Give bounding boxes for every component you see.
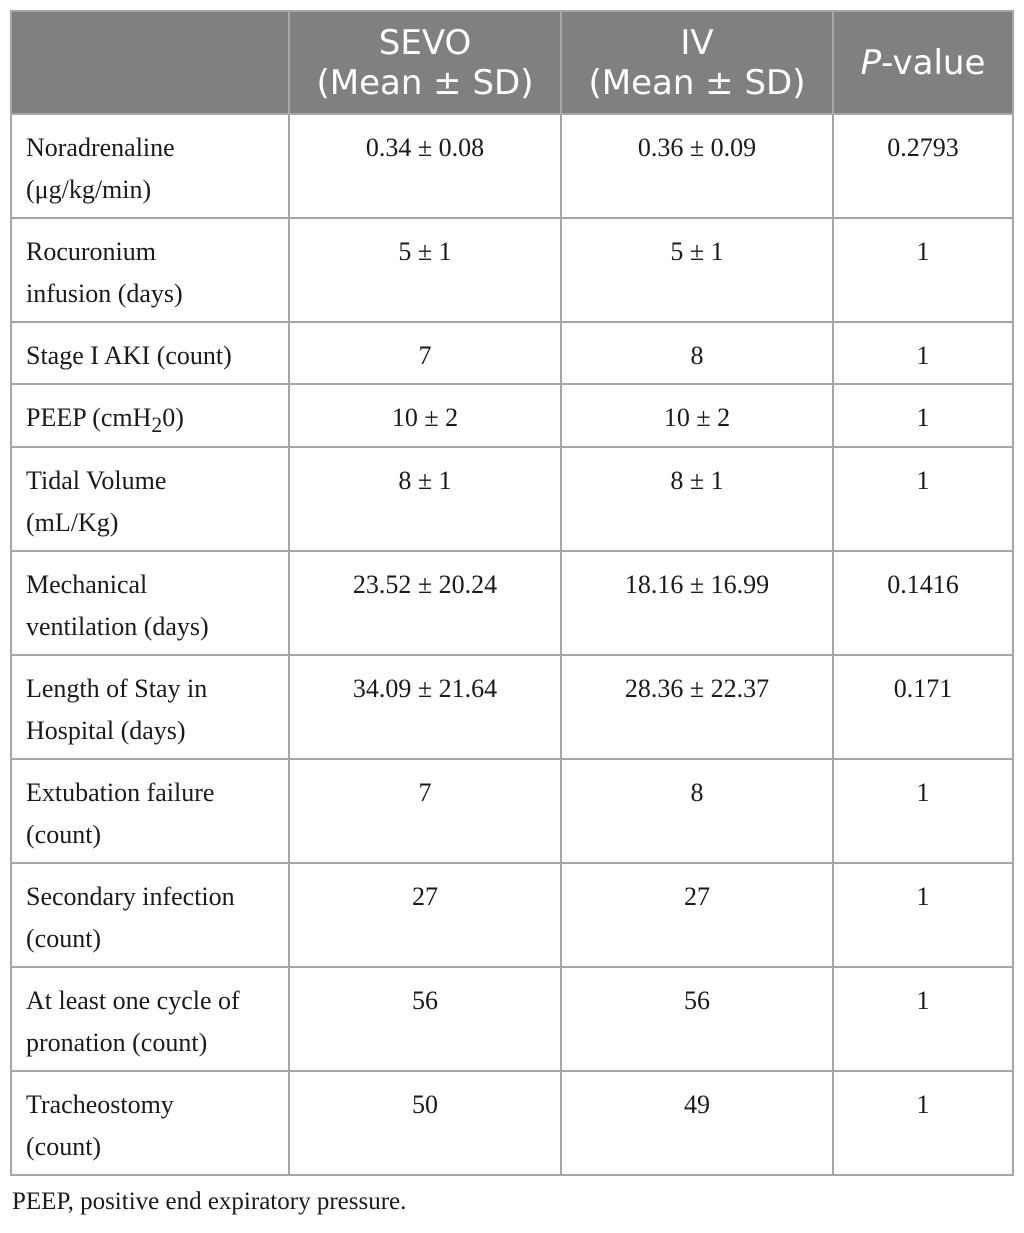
sevo-value: 10 ± 2 xyxy=(289,384,561,447)
row-label xyxy=(11,551,289,655)
iv-value: 8 xyxy=(561,759,833,863)
row-label xyxy=(11,384,289,447)
header-sevo xyxy=(289,11,561,114)
iv-value: 5 ± 1 xyxy=(561,218,833,322)
row-label xyxy=(11,759,289,863)
row-label-line2: Hospital (days) xyxy=(26,716,186,746)
row-label-line2: infusion (days) xyxy=(26,279,183,308)
sevo-value: 34.09 ± 21.64 xyxy=(289,655,561,759)
p-value: 0.2793 xyxy=(833,114,1013,218)
header-p-italic: P xyxy=(860,42,882,83)
row-label-line1: At least one cycle of xyxy=(26,986,240,1016)
sevo-value: 27 xyxy=(289,863,561,967)
iv-value: 8 ± 1 xyxy=(561,447,833,551)
row-label-line2: (μg/kg/min) xyxy=(26,175,152,204)
header-iv-title: IV xyxy=(680,22,714,63)
sevo-value: 7 xyxy=(289,322,561,384)
header-empty-cell xyxy=(11,11,289,114)
sevo-value: 7 xyxy=(289,759,561,863)
table-row xyxy=(11,1071,1013,1175)
table-row xyxy=(11,551,1013,655)
header-p-value xyxy=(833,11,1013,114)
p-value: 1 xyxy=(833,447,1013,551)
table-row xyxy=(11,863,1013,967)
p-value: 0.1416 xyxy=(833,551,1013,655)
iv-value: 0.36 ± 0.09 xyxy=(561,114,833,218)
row-label-subscript: 2 xyxy=(151,413,163,438)
sevo-value: 8 ± 1 xyxy=(289,447,561,551)
row-label-line1: Stage I AKI (count) xyxy=(26,341,232,370)
iv-value: 10 ± 2 xyxy=(561,384,833,447)
row-label-line1: Rocuronium xyxy=(26,237,156,266)
table-container xyxy=(10,10,1012,1176)
p-value: 1 xyxy=(833,218,1013,322)
sevo-value: 23.52 ± 20.24 xyxy=(289,551,561,655)
row-label xyxy=(11,1071,289,1175)
table-row xyxy=(11,384,1013,447)
table-row xyxy=(11,967,1013,1071)
row-label-line1-end: 0) xyxy=(162,403,184,432)
sevo-value: 5 ± 1 xyxy=(289,218,561,322)
row-label-line2: pronation (count) xyxy=(26,1028,208,1058)
row-label-line1: Length of Stay in xyxy=(26,674,208,704)
sevo-value: 50 xyxy=(289,1071,561,1175)
sevo-value: 56 xyxy=(289,967,561,1071)
iv-value: 8 xyxy=(561,322,833,384)
p-value: 1 xyxy=(833,967,1013,1071)
table-row xyxy=(11,759,1013,863)
row-label xyxy=(11,322,289,384)
header-sevo-title: SEVO xyxy=(378,22,472,63)
row-label-line1: Extubation failure xyxy=(26,778,215,808)
iv-value: 28.36 ± 22.37 xyxy=(561,655,833,759)
row-label-line2: (count) xyxy=(26,924,102,954)
iv-value: 27 xyxy=(561,863,833,967)
row-label-line2: (count) xyxy=(26,1132,102,1162)
table-row xyxy=(11,218,1013,322)
header-sevo-subtitle: (Mean ± SD) xyxy=(316,62,534,103)
header-row xyxy=(11,11,1013,114)
row-label-line2: (count) xyxy=(26,820,102,850)
p-value: 1 xyxy=(833,1071,1013,1175)
header-p-rest: -value xyxy=(881,42,986,83)
row-label-line2: (mL/Kg) xyxy=(26,508,119,538)
row-label-line1: Noradrenaline xyxy=(26,133,175,162)
row-label xyxy=(11,447,289,551)
row-label xyxy=(11,655,289,759)
header-iv xyxy=(561,11,833,114)
table-row xyxy=(11,655,1013,759)
sevo-value: 0.34 ± 0.08 xyxy=(289,114,561,218)
table-footnote: PEEP, positive end expiratory pressure. xyxy=(12,1188,407,1215)
header-iv-subtitle: (Mean ± SD) xyxy=(588,62,806,103)
iv-value: 56 xyxy=(561,967,833,1071)
row-label-line2: ventilation (days) xyxy=(26,612,209,642)
p-value: 1 xyxy=(833,322,1013,384)
row-label-line1: Tracheostomy xyxy=(26,1090,174,1120)
row-label xyxy=(11,114,289,218)
iv-value: 49 xyxy=(561,1071,833,1175)
row-label-line1: Secondary infection xyxy=(26,882,235,912)
table-row xyxy=(11,114,1013,218)
row-label-line1: PEEP (cmH xyxy=(26,403,152,432)
table-row xyxy=(11,447,1013,551)
p-value: 0.171 xyxy=(833,655,1013,759)
iv-value: 18.16 ± 16.99 xyxy=(561,551,833,655)
table-row xyxy=(11,322,1013,384)
p-value: 1 xyxy=(833,759,1013,863)
row-label-line1: Tidal Volume xyxy=(26,466,167,496)
row-label xyxy=(11,218,289,322)
row-label xyxy=(11,967,289,1071)
p-value: 1 xyxy=(833,863,1013,967)
results-table xyxy=(10,10,1014,1176)
row-label-line1: Mechanical xyxy=(26,570,148,600)
p-value: 1 xyxy=(833,384,1013,447)
row-label xyxy=(11,863,289,967)
